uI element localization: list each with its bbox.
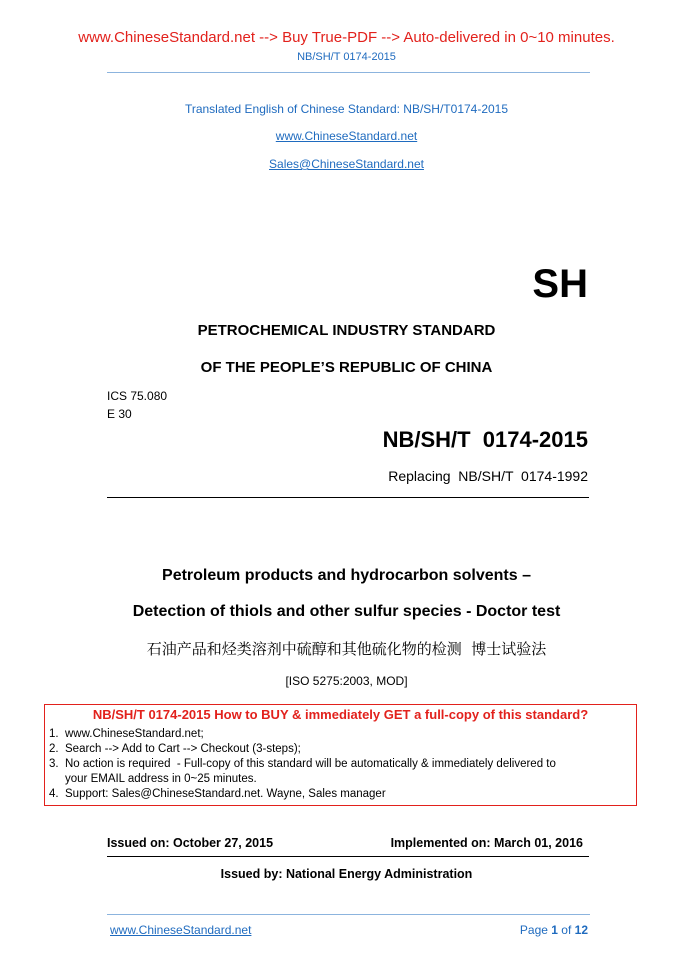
buy-step: 4. Support: Sales@ChineseStandard.net. Wayne, Sales manager xyxy=(49,788,386,800)
footer-divider xyxy=(107,914,590,915)
sh-mark: SH xyxy=(532,262,588,306)
buy-step: 2. Search --> Add to Cart --> Checkout (3-steps); xyxy=(49,743,301,755)
implemented-on-date: Implemented on: March 01, 2016 xyxy=(390,836,583,850)
header-standard-number: NB/SH/T 0174-2015 xyxy=(297,51,396,63)
industry-heading-line1: PETROCHEMICAL INDUSTRY STANDARD xyxy=(197,322,496,339)
buy-step-continuation: your EMAIL address in 0~25 minutes. xyxy=(65,773,257,785)
replacing-line: Replacing NB/SH/T 0174-1992 xyxy=(388,468,588,484)
industry-heading-line2: OF THE PEOPLE’S REPUBLIC OF CHINA xyxy=(200,359,493,376)
title-divider xyxy=(107,497,589,498)
promo-banner[interactable]: www.ChineseStandard.net --> Buy True-PDF --> Auto-delivered in 0~10 minutes. xyxy=(78,29,615,46)
standard-number: NB/SH/T 0174-2015 xyxy=(382,427,588,452)
classification-codes xyxy=(107,387,167,423)
title-line2: Detection of thiols and other sulfur species - Doctor test xyxy=(132,603,561,620)
title-chinese: 石油产品和烃类溶剂中硫醇和其他硫化物的检测 博士试验法 xyxy=(146,640,547,658)
translated-line: Translated English of Chinese Standard: NB/SH/T0174-2015 xyxy=(184,102,509,116)
site-link[interactable]: www.ChineseStandard.net xyxy=(275,129,418,143)
buy-box-title: NB/SH/T 0174-2015 How to BUY & immediately GET a full-copy of this standard? xyxy=(92,707,589,722)
ics-code: ICS 75.080 xyxy=(107,389,168,403)
header-divider xyxy=(107,72,590,73)
buy-step: 3. No action is required - Full-copy of this standard will be automatically & immediately delivered to xyxy=(49,758,556,770)
page-indicator: Page 1 of 12 xyxy=(519,923,588,937)
footer-site-link[interactable]: www.ChineseStandard.net xyxy=(110,923,252,937)
email-link[interactable]: Sales@ChineseStandard.net xyxy=(269,157,424,171)
title-line1: Petroleum products and hydrocarbon solvents – xyxy=(162,567,531,584)
buy-instructions-box xyxy=(44,704,637,806)
issued-on-date: Issued on: October 27, 2015 xyxy=(107,836,274,850)
ccs-code: E 30 xyxy=(107,407,132,421)
iso-reference: [ISO 5275:2003, MOD] xyxy=(285,674,408,688)
issuing-authority: Issued by: National Energy Administration xyxy=(220,867,473,881)
issue-divider xyxy=(107,856,589,857)
buy-step: 1. www.ChineseStandard.net; xyxy=(49,728,204,740)
